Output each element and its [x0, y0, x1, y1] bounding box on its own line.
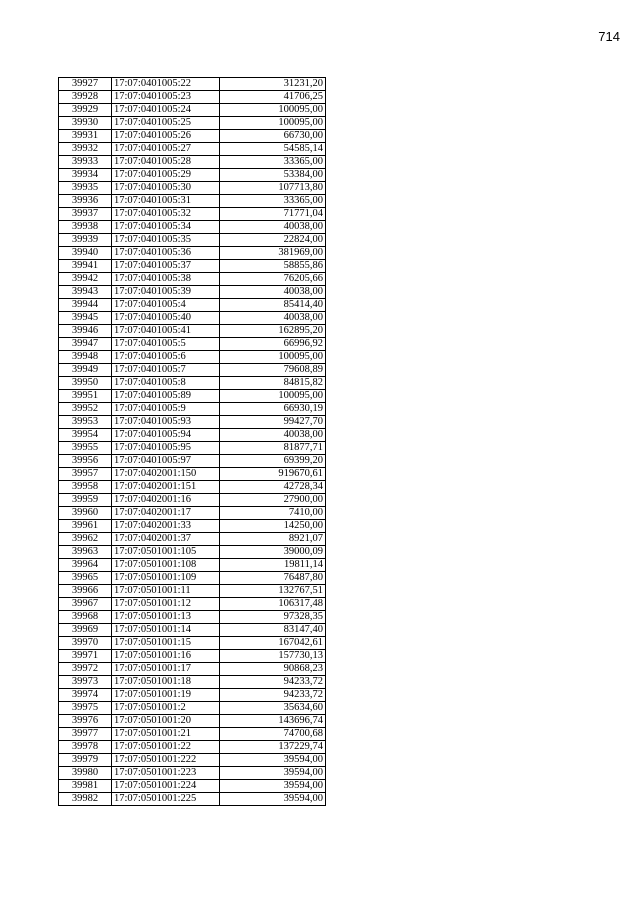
cadastral-value-cell: 167042,61 — [220, 637, 326, 650]
cadastral-value-cell: 39594,00 — [220, 767, 326, 780]
cadastral-value-cell: 7410,00 — [220, 507, 326, 520]
cadastral-number-cell: 17:07:0402001:151 — [112, 481, 220, 494]
cadastral-value-cell: 33365,00 — [220, 195, 326, 208]
row-id-cell: 39977 — [59, 728, 112, 741]
table-row — [59, 351, 326, 364]
cadastral-value-cell: 381969,00 — [220, 247, 326, 260]
cadastral-number-cell: 17:07:0401005:95 — [112, 442, 220, 455]
cadastral-number-cell: 17:07:0401005:23 — [112, 91, 220, 104]
row-id-cell: 39955 — [59, 442, 112, 455]
cadastral-number-cell: 17:07:0401005:32 — [112, 208, 220, 221]
cadastral-number-cell: 17:07:0401005:25 — [112, 117, 220, 130]
row-id-cell: 39950 — [59, 377, 112, 390]
cadastral-value-cell: 27900,00 — [220, 494, 326, 507]
table-row — [59, 741, 326, 754]
row-id-cell: 39980 — [59, 767, 112, 780]
cadastral-number-cell: 17:07:0401005:24 — [112, 104, 220, 117]
cadastral-number-cell: 17:07:0401005:9 — [112, 403, 220, 416]
row-id-cell: 39929 — [59, 104, 112, 117]
cadastral-value-cell: 39594,00 — [220, 780, 326, 793]
row-id-cell: 39930 — [59, 117, 112, 130]
cadastral-number-cell: 17:07:0501001:20 — [112, 715, 220, 728]
table-row — [59, 572, 326, 585]
cadastral-value-cell: 19811,14 — [220, 559, 326, 572]
row-id-cell: 39966 — [59, 585, 112, 598]
table-row — [59, 299, 326, 312]
row-id-cell: 39937 — [59, 208, 112, 221]
cadastral-number-cell: 17:07:0402001:17 — [112, 507, 220, 520]
table-row — [59, 650, 326, 663]
table-row — [59, 208, 326, 221]
cadastral-number-cell: 17:07:0402001:150 — [112, 468, 220, 481]
row-id-cell: 39960 — [59, 507, 112, 520]
row-id-cell: 39976 — [59, 715, 112, 728]
row-id-cell: 39944 — [59, 299, 112, 312]
table-row — [59, 611, 326, 624]
row-id-cell: 39968 — [59, 611, 112, 624]
row-id-cell: 39959 — [59, 494, 112, 507]
table-row — [59, 494, 326, 507]
cadastral-number-cell: 17:07:0401005:29 — [112, 169, 220, 182]
cadastral-value-cell: 84815,82 — [220, 377, 326, 390]
cadastral-number-cell: 17:07:0401005:27 — [112, 143, 220, 156]
cadastral-number-cell: 17:07:0501001:109 — [112, 572, 220, 585]
table-row — [59, 338, 326, 351]
row-id-cell: 39927 — [59, 78, 112, 91]
table-row — [59, 728, 326, 741]
table-row — [59, 481, 326, 494]
table-row — [59, 780, 326, 793]
cadastral-number-cell: 17:07:0501001:14 — [112, 624, 220, 637]
cadastral-value-cell: 94233,72 — [220, 689, 326, 702]
cadastral-number-cell: 17:07:0501001:222 — [112, 754, 220, 767]
cadastral-value-cell: 106317,48 — [220, 598, 326, 611]
cadastral-value-cell: 100095,00 — [220, 104, 326, 117]
row-id-cell: 39938 — [59, 221, 112, 234]
cadastral-value-cell: 99427,70 — [220, 416, 326, 429]
row-id-cell: 39954 — [59, 429, 112, 442]
cadastral-value-cell: 137229,74 — [220, 741, 326, 754]
row-id-cell: 39961 — [59, 520, 112, 533]
cadastral-value-cell: 919670,61 — [220, 468, 326, 481]
table-row — [59, 377, 326, 390]
table-row — [59, 637, 326, 650]
row-id-cell: 39970 — [59, 637, 112, 650]
table-row — [59, 442, 326, 455]
cadastral-number-cell: 17:07:0402001:37 — [112, 533, 220, 546]
cadastral-value-cell: 81877,71 — [220, 442, 326, 455]
row-id-cell: 39952 — [59, 403, 112, 416]
cadastral-number-cell: 17:07:0401005:30 — [112, 182, 220, 195]
table-body — [59, 78, 326, 806]
row-id-cell: 39979 — [59, 754, 112, 767]
row-id-cell: 39936 — [59, 195, 112, 208]
cadastral-value-cell: 40038,00 — [220, 221, 326, 234]
row-id-cell: 39935 — [59, 182, 112, 195]
cadastral-number-cell: 17:07:0402001:33 — [112, 520, 220, 533]
cadastral-number-cell: 17:07:0401005:28 — [112, 156, 220, 169]
table-row — [59, 286, 326, 299]
cadastral-value-cell: 40038,00 — [220, 286, 326, 299]
cadastral-value-cell: 162895,20 — [220, 325, 326, 338]
row-id-cell: 39949 — [59, 364, 112, 377]
row-id-cell: 39945 — [59, 312, 112, 325]
cadastral-value-cell: 90868,23 — [220, 663, 326, 676]
cadastral-number-cell: 17:07:0501001:19 — [112, 689, 220, 702]
table-row — [59, 598, 326, 611]
cadastral-value-cell: 58855,86 — [220, 260, 326, 273]
table-row — [59, 78, 326, 91]
row-id-cell: 39939 — [59, 234, 112, 247]
row-id-cell: 39957 — [59, 468, 112, 481]
table-row — [59, 533, 326, 546]
cadastral-number-cell: 17:07:0501001:225 — [112, 793, 220, 806]
row-id-cell: 39931 — [59, 130, 112, 143]
cadastral-number-cell: 17:07:0401005:31 — [112, 195, 220, 208]
cadastral-value-cell: 97328,35 — [220, 611, 326, 624]
table-row — [59, 182, 326, 195]
row-id-cell: 39971 — [59, 650, 112, 663]
row-id-cell: 39943 — [59, 286, 112, 299]
cadastral-number-cell: 17:07:0501001:15 — [112, 637, 220, 650]
table-row — [59, 169, 326, 182]
table-row — [59, 143, 326, 156]
row-id-cell: 39969 — [59, 624, 112, 637]
table-row — [59, 702, 326, 715]
cadastral-number-cell: 17:07:0401005:34 — [112, 221, 220, 234]
table-row — [59, 559, 326, 572]
table-row — [59, 715, 326, 728]
table-row — [59, 91, 326, 104]
cadastral-value-cell: 22824,00 — [220, 234, 326, 247]
table-row — [59, 663, 326, 676]
table-row — [59, 416, 326, 429]
table-row — [59, 234, 326, 247]
cadastral-value-cell: 66930,19 — [220, 403, 326, 416]
cadastral-value-cell: 132767,51 — [220, 585, 326, 598]
row-id-cell: 39958 — [59, 481, 112, 494]
cadastral-value-cell: 157730,13 — [220, 650, 326, 663]
table-row — [59, 260, 326, 273]
cadastral-number-cell: 17:07:0501001:11 — [112, 585, 220, 598]
cadastral-value-cell: 69399,20 — [220, 455, 326, 468]
cadastral-value-cell: 100095,00 — [220, 117, 326, 130]
row-id-cell: 39973 — [59, 676, 112, 689]
table-row — [59, 676, 326, 689]
cadastral-number-cell: 17:07:0401005:89 — [112, 390, 220, 403]
cadastral-number-cell: 17:07:0401005:5 — [112, 338, 220, 351]
cadastral-number-cell: 17:07:0501001:108 — [112, 559, 220, 572]
table-row — [59, 507, 326, 520]
cadastral-number-cell: 17:07:0401005:94 — [112, 429, 220, 442]
cadastral-value-cell: 41706,25 — [220, 91, 326, 104]
table-row — [59, 195, 326, 208]
cadastral-value-cell: 39594,00 — [220, 754, 326, 767]
cadastral-number-cell: 17:07:0401005:97 — [112, 455, 220, 468]
cadastral-value-cell: 143696,74 — [220, 715, 326, 728]
cadastral-number-cell: 17:07:0401005:7 — [112, 364, 220, 377]
cadastral-number-cell: 17:07:0401005:41 — [112, 325, 220, 338]
table-row — [59, 312, 326, 325]
cadastral-value-cell: 71771,04 — [220, 208, 326, 221]
cadastral-number-cell: 17:07:0401005:38 — [112, 273, 220, 286]
cadastral-value-cell: 54585,14 — [220, 143, 326, 156]
row-id-cell: 39965 — [59, 572, 112, 585]
cadastral-number-cell: 17:07:0501001:13 — [112, 611, 220, 624]
table-row — [59, 455, 326, 468]
cadastral-number-cell: 17:07:0401005:39 — [112, 286, 220, 299]
row-id-cell: 39928 — [59, 91, 112, 104]
cadastral-number-cell: 17:07:0501001:16 — [112, 650, 220, 663]
table-row — [59, 767, 326, 780]
cadastral-value-cell: 39594,00 — [220, 793, 326, 806]
row-id-cell: 39934 — [59, 169, 112, 182]
table-row — [59, 325, 326, 338]
cadastral-number-cell: 17:07:0501001:22 — [112, 741, 220, 754]
cadastral-number-cell: 17:07:0501001:12 — [112, 598, 220, 611]
table-row — [59, 624, 326, 637]
table-row — [59, 754, 326, 767]
cadastral-number-cell: 17:07:0501001:224 — [112, 780, 220, 793]
cadastral-number-cell: 17:07:0402001:16 — [112, 494, 220, 507]
row-id-cell: 39964 — [59, 559, 112, 572]
cadastral-value-cell: 74700,68 — [220, 728, 326, 741]
table-row — [59, 247, 326, 260]
row-id-cell: 39974 — [59, 689, 112, 702]
cadastral-value-cell: 107713,80 — [220, 182, 326, 195]
row-id-cell: 39941 — [59, 260, 112, 273]
row-id-cell: 39953 — [59, 416, 112, 429]
row-id-cell: 39932 — [59, 143, 112, 156]
cadastral-number-cell: 17:07:0401005:35 — [112, 234, 220, 247]
row-id-cell: 39972 — [59, 663, 112, 676]
cadastral-value-cell: 40038,00 — [220, 429, 326, 442]
cadastral-value-cell: 39000,09 — [220, 546, 326, 559]
table-row — [59, 468, 326, 481]
row-id-cell: 39948 — [59, 351, 112, 364]
cadastral-number-cell: 17:07:0401005:6 — [112, 351, 220, 364]
cadastral-value-cell: 79608,89 — [220, 364, 326, 377]
row-id-cell: 39946 — [59, 325, 112, 338]
row-id-cell: 39978 — [59, 741, 112, 754]
cadastral-value-cell: 33365,00 — [220, 156, 326, 169]
cadastral-value-cell: 94233,72 — [220, 676, 326, 689]
table-row — [59, 403, 326, 416]
cadastral-value-cell: 40038,00 — [220, 312, 326, 325]
row-id-cell: 39947 — [59, 338, 112, 351]
page-number: 714 — [598, 29, 620, 44]
cadastral-number-cell: 17:07:0501001:105 — [112, 546, 220, 559]
row-id-cell: 39942 — [59, 273, 112, 286]
cadastral-value-cell: 76487,80 — [220, 572, 326, 585]
cadastral-number-cell: 17:07:0501001:2 — [112, 702, 220, 715]
row-id-cell: 39933 — [59, 156, 112, 169]
cadastral-number-cell: 17:07:0401005:26 — [112, 130, 220, 143]
table-row — [59, 104, 326, 117]
cadastral-value-cell: 35634,60 — [220, 702, 326, 715]
row-id-cell: 39956 — [59, 455, 112, 468]
cadastral-value-cell: 53384,00 — [220, 169, 326, 182]
cadastral-value-cell: 14250,00 — [220, 520, 326, 533]
row-id-cell: 39981 — [59, 780, 112, 793]
table-row — [59, 546, 326, 559]
table-row — [59, 221, 326, 234]
cadastral-value-cell: 83147,40 — [220, 624, 326, 637]
table-row — [59, 390, 326, 403]
table-row — [59, 429, 326, 442]
table-row — [59, 117, 326, 130]
cadastral-number-cell: 17:07:0501001:21 — [112, 728, 220, 741]
cadastral-value-cell: 85414,40 — [220, 299, 326, 312]
row-id-cell: 39975 — [59, 702, 112, 715]
cadastral-number-cell: 17:07:0401005:36 — [112, 247, 220, 260]
table-row — [59, 156, 326, 169]
cadastral-number-cell: 17:07:0401005:37 — [112, 260, 220, 273]
cadastral-number-cell: 17:07:0401005:93 — [112, 416, 220, 429]
cadastral-value-cell: 31231,20 — [220, 78, 326, 91]
cadastral-value-cell: 100095,00 — [220, 390, 326, 403]
row-id-cell: 39963 — [59, 546, 112, 559]
row-id-cell: 39982 — [59, 793, 112, 806]
table-row — [59, 364, 326, 377]
cadastral-number-cell: 17:07:0401005:8 — [112, 377, 220, 390]
cadastral-number-cell: 17:07:0401005:40 — [112, 312, 220, 325]
row-id-cell: 39940 — [59, 247, 112, 260]
table-row — [59, 273, 326, 286]
cadastral-value-cell: 42728,34 — [220, 481, 326, 494]
table-row — [59, 793, 326, 806]
row-id-cell: 39962 — [59, 533, 112, 546]
table-row — [59, 585, 326, 598]
cadastral-value-cell: 66730,00 — [220, 130, 326, 143]
table-row — [59, 520, 326, 533]
cadastral-number-cell: 17:07:0501001:223 — [112, 767, 220, 780]
cadastral-value-cell: 100095,00 — [220, 351, 326, 364]
cadastral-number-cell: 17:07:0401005:4 — [112, 299, 220, 312]
row-id-cell: 39951 — [59, 390, 112, 403]
cadastral-value-cell: 66996,92 — [220, 338, 326, 351]
cadastral-value-cell: 76205,66 — [220, 273, 326, 286]
row-id-cell: 39967 — [59, 598, 112, 611]
cadastral-number-cell: 17:07:0501001:17 — [112, 663, 220, 676]
cadastral-value-table — [58, 77, 326, 806]
table-row — [59, 689, 326, 702]
table-row — [59, 130, 326, 143]
cadastral-number-cell: 17:07:0401005:22 — [112, 78, 220, 91]
cadastral-value-cell: 8921,07 — [220, 533, 326, 546]
cadastral-number-cell: 17:07:0501001:18 — [112, 676, 220, 689]
